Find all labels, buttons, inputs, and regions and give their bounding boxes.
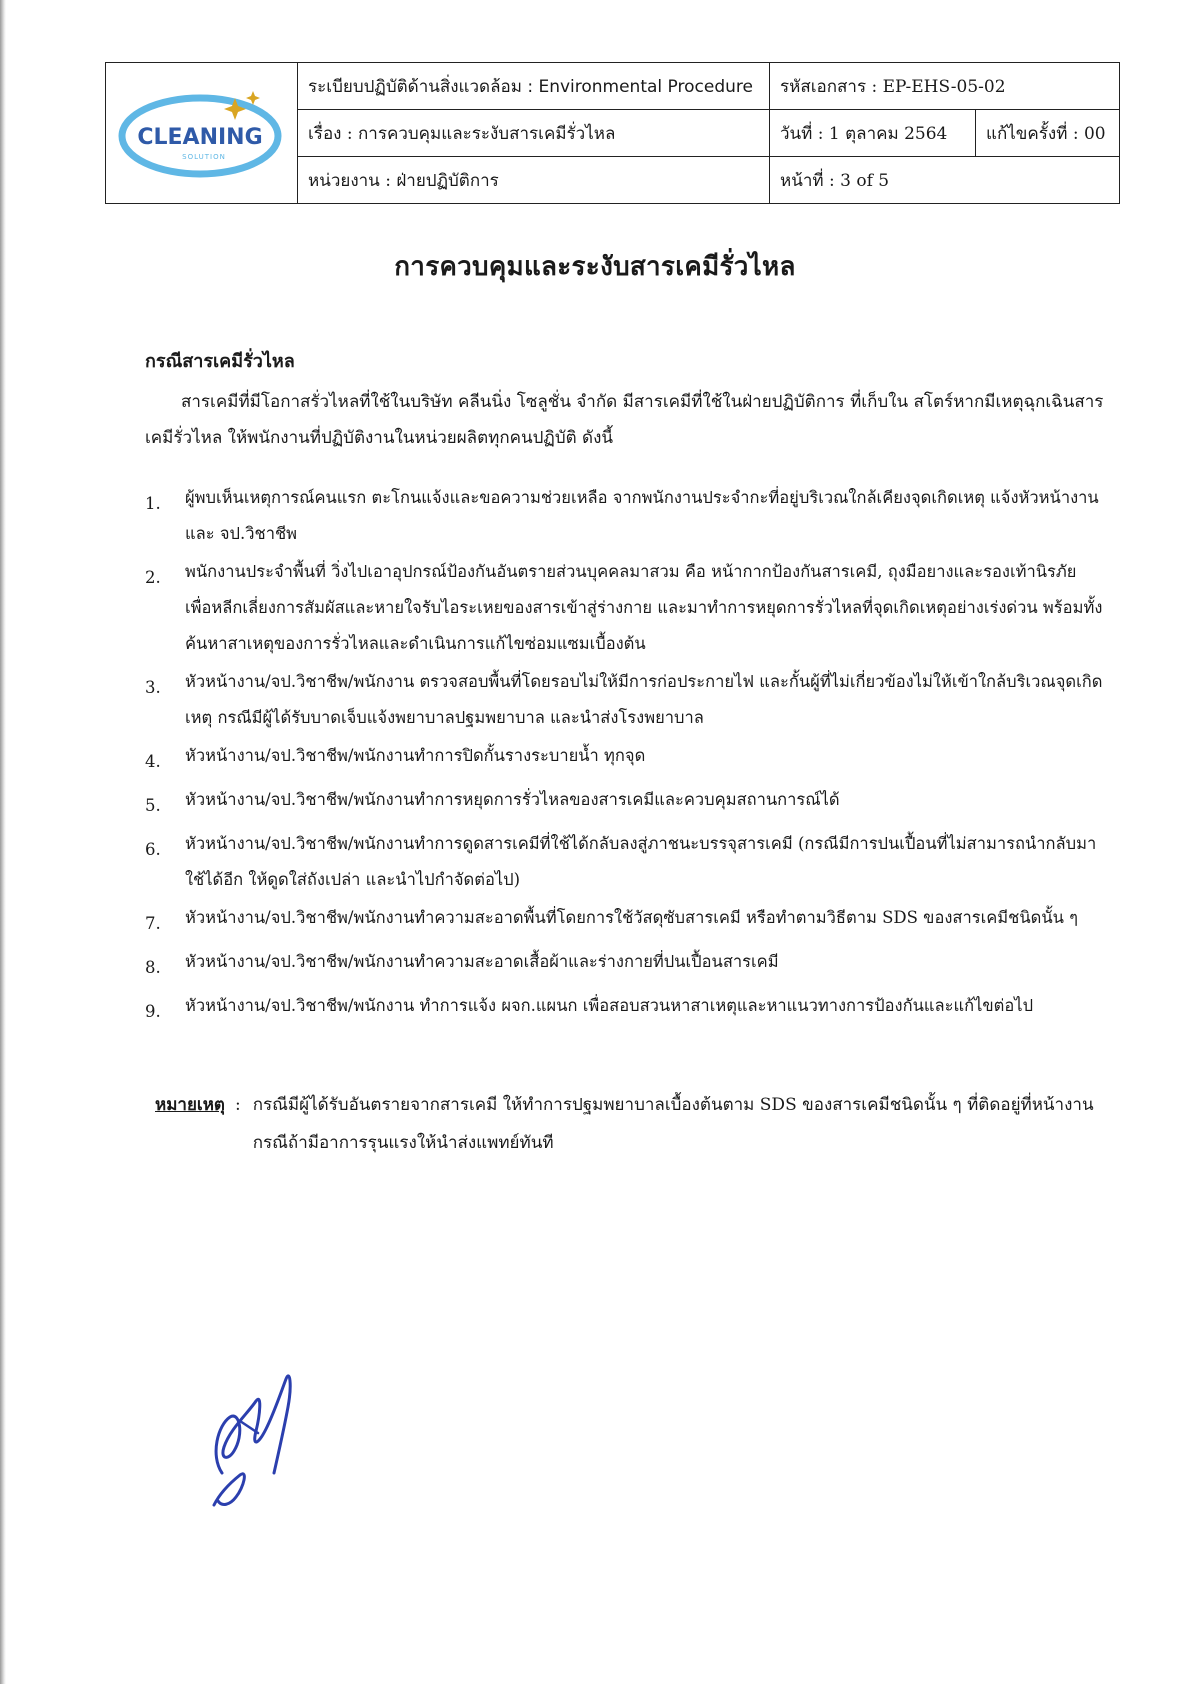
step-text: หัวหน้างาน/จป.วิชาชีพ/พนักงานทำการปิดกั้นรางระบายน้ำ ทุกจุด	[185, 746, 646, 765]
step-item	[145, 988, 1105, 1030]
logo-wordmark: CLEANING	[136, 125, 263, 150]
step-number: 5.	[145, 796, 161, 815]
department: หน่วยงาน : ฝ่ายปฏิบัติการ	[298, 157, 770, 204]
remark-colon: :	[234, 1095, 241, 1115]
document-code: รหัสเอกสาร : EP-EHS-05-02	[770, 63, 1120, 110]
step-number: 6.	[145, 840, 161, 859]
step-item	[145, 782, 1105, 824]
step-number: 4.	[145, 752, 161, 771]
step-text: หัวหน้างาน/จป.วิชาชีพ/พนักงาน ตรวจสอบพื้นที่โดยรอบไม่ให้มีการก่อประกายไฟ และกั้นผู้ที่ไม่เกี่ยวข้องไม่ให้เข้าใกล้บริเวณจุดเกิดเหตุ กรณีมีผู้ได้รับบาดเจ็บแจ้งพยาบาลปฐมพยาบาล และนำส่งโรงพยาบาล	[185, 672, 1103, 727]
step-number: 1.	[145, 494, 161, 513]
step-text: หัวหน้างาน/จป.วิชาชีพ/พนักงานทำความสะอาดพื้นที่โดยการใช้วัสดุซับสารเคมี หรือทำตามวิธีตาม SDS ของสารเคมีชนิดนั้น ๆ	[185, 908, 1079, 927]
intro-paragraph: สารเคมีที่มีโอกาสรั่วไหลที่ใช้ในบริษัท คลีนนิ่ง โซลูชั่น จำกัด มีสารเคมีที่ใช้ในฝ่ายปฏิบัติการ ที่เก็บใน สโตร์หากมีเหตุฉุกเฉินสารเคมีรั่วไหล ให้พนักงานที่ปฏิบัติงานในหน่วยผลิตทุกคนปฏิบัติ ดังนี้	[145, 392, 1104, 448]
step-item	[145, 554, 1105, 662]
effective-date: วันที่ : 1 ตุลาคม 2564	[770, 110, 976, 157]
step-number: 8.	[145, 958, 161, 977]
document-subject: เรื่อง : การควบคุมและระงับสารเคมีรั่วไหล	[298, 110, 770, 157]
document-header	[105, 62, 1120, 204]
step-item	[145, 900, 1105, 942]
revision-number: แก้ไขครั้งที่ : 00	[976, 110, 1120, 157]
step-number: 9.	[145, 1002, 161, 1021]
step-text: พนักงานประจำพื้นที่ วิ่งไปเอาอุปกรณ์ป้องกันอันตรายส่วนบุคคลมาสวม คือ หน้ากากป้องกันสารเคมี, ถุงมือยางและรองเท้านิรภัย เพื่อหลีกเลี่ยงการสัมผัสและหายใจรับไอระเหยของสารเข้าสู่ร่างกาย และมาทำการหยุดการรั่วไหลที่จุดเกิดเหตุอย่างเร่งด่วน พร้อมทั้งค้นหาสาเหตุของการรั่วไหลและดำเนินการแก้ไขซ่อมแซมเบื้องต้น	[185, 562, 1103, 653]
section-heading: กรณีสารเคมีรั่วไหล	[145, 351, 295, 372]
logo-subtitle: SOLUTION	[181, 153, 226, 161]
company-logo	[106, 63, 298, 204]
step-number: 3.	[145, 678, 161, 697]
remark	[155, 1086, 1105, 1162]
remark-label: หมายเหตุ	[155, 1095, 225, 1115]
step-text: หัวหน้างาน/จป.วิชาชีพ/พนักงาน ทำการแจ้ง ผจก.แผนก เพื่อสอบสวนหาสาเหตุและหาแนวทางการป้องกันและแก้ไขต่อไป	[185, 996, 1034, 1015]
step-text: ผู้พบเห็นเหตุการณ์คนแรก ตะโกนแจ้งและขอความช่วยเหลือ จากพนักงานประจำกะที่อยู่บริเวณใกล้เคียงจุดเกิดเหตุ แจ้งหัวหน้างาน และ จป.วิชาชีพ	[185, 488, 1099, 543]
step-text: หัวหน้างาน/จป.วิชาชีพ/พนักงานทำการดูดสารเคมีที่ใช้ได้กลับลงสู่ภาชนะบรรจุสารเคมี (กรณีมีการปนเปื้อนที่ไม่สามารถนำกลับมาใช้ได้อีก ให้ดูดใส่ถังเปล่า และนำไปกำจัดต่อไป)	[185, 834, 1097, 889]
step-item	[145, 738, 1105, 780]
step-number: 7.	[145, 914, 161, 933]
page-number: หน้าที่ : 3 of 5	[770, 157, 1120, 204]
step-number: 2.	[145, 568, 161, 587]
signature	[200, 1355, 310, 1515]
step-text: หัวหน้างาน/จป.วิชาชีพ/พนักงานทำความสะอาดเสื้อผ้าและร่างกายที่ปนเปื้อนสารเคมี	[185, 952, 779, 971]
step-item	[145, 480, 1105, 552]
remark-text: กรณีมีผู้ได้รับอันตรายจากสารเคมี ให้ทำการปฐมพยาบาลเบื้องต้นตาม SDS ของสารเคมีชนิดนั้น ๆ ที่ติดอยู่ที่หน้างาน กรณีถ้ามีอาการรุนแรงให้นำส่งแพทย์ทันที	[252, 1095, 1094, 1153]
page-title: การควบคุมและระงับสารเคมีรั่วไหล	[394, 252, 796, 282]
step-item	[145, 944, 1105, 986]
step-text: หัวหน้างาน/จป.วิชาชีพ/พนักงานทำการหยุดการรั่วไหลของสารเคมีและควบคุมสถานการณ์ได้	[185, 790, 840, 809]
step-item	[145, 826, 1105, 898]
step-item	[145, 664, 1105, 736]
procedure-steps	[145, 480, 1105, 1032]
procedure-type: ระเบียบปฏิบัติด้านสิ่งแวดล้อม : Environmental Procedure	[298, 63, 770, 110]
